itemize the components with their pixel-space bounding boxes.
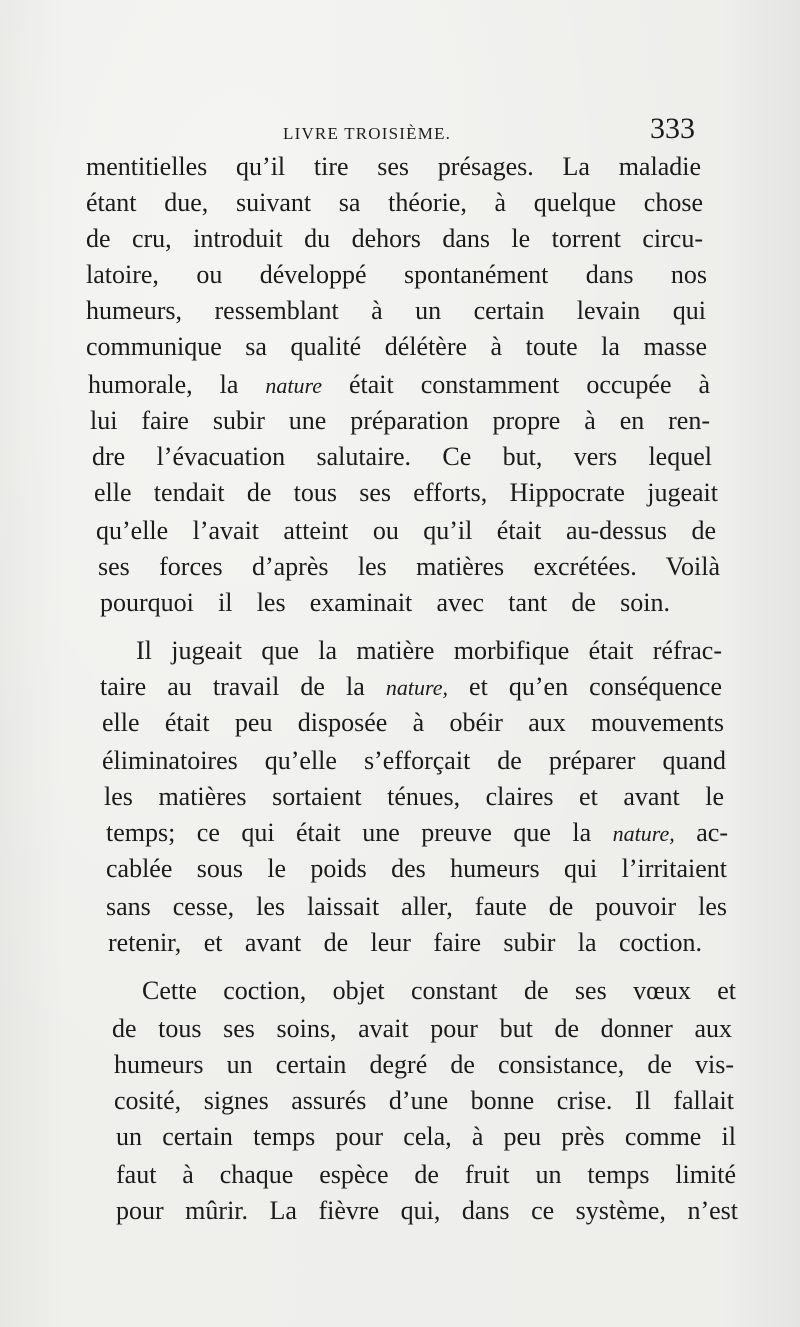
text-line: [86, 152, 701, 182]
text-line: [90, 406, 710, 436]
text-segment: humorale, la: [88, 370, 266, 399]
text-line: [102, 708, 724, 738]
text-line: [106, 892, 727, 922]
text-segment: était constamment occupée à: [322, 370, 711, 399]
text-line: [86, 224, 703, 254]
text-line: [100, 588, 670, 618]
text-line: [116, 1160, 736, 1190]
page-number: 333: [650, 112, 695, 145]
text-segment: latoire, ou développé spontanément dans nos: [86, 260, 707, 289]
text-line: [136, 636, 722, 666]
text-line: [108, 928, 702, 958]
page-header: [0, 112, 800, 152]
text-segment: elle tendait de tous ses efforts, Hippocrate jugeait: [94, 478, 718, 507]
text-segment: qu’elle l’avait atteint ou qu’il était au-dessus de: [96, 516, 716, 545]
text-line: [88, 370, 710, 401]
text-line: [86, 296, 706, 326]
text-line: [94, 478, 718, 508]
text-segment: ac-: [674, 818, 728, 847]
text-line: [142, 976, 736, 1006]
text-segment: faut à chaque espèce de fruit un temps limité: [116, 1160, 736, 1189]
text-segment: cosité, signes assurés d’une bonne crise. Il fallait: [114, 1086, 734, 1115]
text-segment: dre l’évacuation salutaire. Ce but, vers lequel: [92, 442, 712, 471]
text-segment: étant due, suivant sa théorie, à quelque chose: [86, 188, 703, 217]
text-line: [104, 782, 724, 812]
text-line: [116, 1122, 736, 1152]
text-line: [112, 1014, 732, 1044]
text-line: [106, 818, 728, 849]
italic-word: nature,: [385, 675, 448, 700]
text-segment: pour mûrir. La fièvre qui, dans ce système, n’est: [116, 1196, 738, 1225]
text-line: [86, 188, 703, 218]
text-segment: taire au travail de la: [100, 672, 386, 701]
text-line: [102, 746, 726, 776]
text-segment: ses forces d’après les matières excrétées. Voilà: [98, 552, 720, 581]
text-segment: éliminatoires qu’elle s’efforçait de préparer quand: [102, 746, 726, 775]
text-segment: temps; ce qui était une preuve que la: [106, 818, 613, 847]
text-line: [114, 1050, 734, 1080]
text-segment: communique sa qualité délétère à toute la masse: [86, 332, 707, 361]
text-line: [98, 552, 720, 582]
italic-word: nature: [265, 373, 323, 398]
text-segment: mentitielles qu’il tire ses présages. La maladie: [86, 152, 701, 181]
text-line: [100, 672, 722, 703]
text-segment: lui faire subir une préparation propre à en ren-: [90, 406, 710, 435]
text-line: [106, 854, 727, 884]
text-line: [86, 332, 707, 362]
text-segment: de tous ses soins, avait pour but de donner aux: [112, 1014, 732, 1043]
text-segment: les matières sortaient ténues, claires et avant le: [104, 782, 724, 811]
text-segment: de cru, introduit du dehors dans le torrent circu-: [86, 224, 703, 253]
text-line: [86, 260, 707, 290]
text-line: [96, 516, 716, 546]
text-line: [116, 1196, 738, 1226]
text-segment: elle était peu disposée à obéir aux mouvements: [102, 708, 724, 737]
text-segment: Il jugeait que la matière morbifique était réfrac-: [136, 636, 722, 665]
text-segment: sans cesse, les laissait aller, faute de pouvoir les: [106, 892, 727, 921]
text-segment: et qu’en conséquence: [447, 672, 722, 701]
italic-word: nature,: [612, 821, 675, 846]
text-line: [114, 1086, 734, 1116]
text-segment: pourquoi il les examinait avec tant de soin.: [100, 588, 670, 617]
text-segment: humeurs, ressemblant à un certain levain qui: [86, 296, 706, 325]
text-segment: humeurs un certain degré de consistance, de vis-: [114, 1050, 734, 1079]
text-line: [92, 442, 712, 472]
text-segment: cablée sous le poids des humeurs qui l’irritaient: [106, 854, 727, 883]
text-segment: Cette coction, objet constant de ses vœux et: [142, 976, 736, 1005]
text-segment: un certain temps pour cela, à peu près comme il: [116, 1122, 736, 1151]
running-head: LIVRE TROISIÈME.: [283, 124, 452, 143]
text-segment: retenir, et avant de leur faire subir la coction.: [108, 928, 702, 957]
